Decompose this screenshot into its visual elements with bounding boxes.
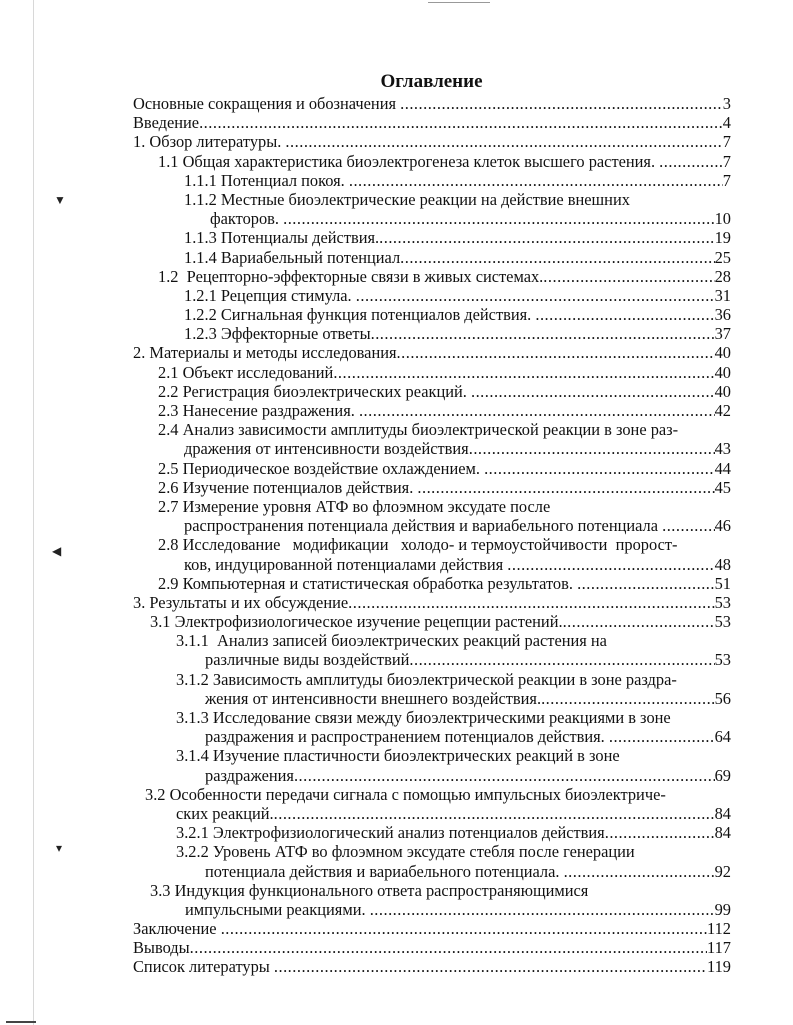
toc-entry-line xyxy=(133,535,731,554)
dot-leader xyxy=(605,823,715,842)
dot-leader xyxy=(541,689,715,708)
toc-entry-title: 1.1.1 Потенциал покоя. xyxy=(184,170,349,190)
toc-entry-line xyxy=(133,823,731,842)
toc-entry-title: 1.2.3 Эффекторные ответы xyxy=(184,324,371,344)
dot-leader xyxy=(199,113,723,132)
toc-entry-title: 3.2 Особенности передачи сигнала с помощью импульсных биоэлектриче- xyxy=(145,784,666,804)
toc-page-number: 53 xyxy=(714,612,731,632)
toc-entry-title: раздражения xyxy=(205,765,294,785)
toc-page-number: 51 xyxy=(714,573,731,593)
toc-entry-line xyxy=(133,324,731,343)
toc-entry-title: Список литературы xyxy=(133,957,274,977)
toc-entry[interactable] xyxy=(133,382,731,401)
toc-entry-line xyxy=(133,382,731,401)
toc-entry[interactable] xyxy=(133,535,731,573)
dot-leader xyxy=(417,478,714,497)
toc-entry-line xyxy=(133,305,731,324)
toc-entry-line xyxy=(133,612,731,631)
toc-entry-line xyxy=(133,152,731,171)
dot-leader xyxy=(221,919,707,938)
toc-entry[interactable] xyxy=(133,574,731,593)
toc-entry-line xyxy=(133,459,731,478)
toc-page-number: 92 xyxy=(714,861,731,881)
toc-entry-title: Введение xyxy=(133,113,200,133)
toc-entry[interactable] xyxy=(133,919,731,938)
toc-entry-line xyxy=(133,209,731,228)
dot-leader xyxy=(469,439,715,458)
toc-page-number: 99 xyxy=(714,899,731,919)
scan-bottom-line xyxy=(6,1021,36,1023)
toc-entry-line xyxy=(133,881,731,900)
toc-entry-line xyxy=(133,555,731,574)
toc-page-number: 53 xyxy=(714,592,731,612)
toc-entry[interactable] xyxy=(133,286,731,305)
dot-leader xyxy=(397,343,715,362)
toc-entry-title: 2.7 Измерение уровня АТФ во флоэмном эксудате после xyxy=(158,496,551,516)
toc-entry[interactable] xyxy=(133,248,731,267)
toc-entry-title: различные виды воздействий xyxy=(205,650,410,670)
dot-leader xyxy=(283,209,715,228)
dot-leader xyxy=(609,727,715,746)
toc-entry[interactable] xyxy=(133,171,731,190)
toc-entry-line xyxy=(133,708,731,727)
toc-entry-line xyxy=(133,631,731,650)
page-title: Оглавление xyxy=(380,71,483,92)
toc-entry-line xyxy=(133,248,731,267)
toc-entry-line xyxy=(133,957,731,976)
toc-entry[interactable] xyxy=(133,823,731,842)
toc-page-number: 7 xyxy=(722,151,731,171)
toc-entry[interactable] xyxy=(133,708,731,746)
toc-entry[interactable] xyxy=(133,228,731,247)
toc-page-number: 3 xyxy=(722,94,731,113)
toc-entry-title: 2.2 Регистрация биоэлектрических реакций. xyxy=(158,381,471,401)
toc-page-number: 46 xyxy=(714,516,731,536)
toc-entry[interactable] xyxy=(133,881,731,919)
toc-entry-line xyxy=(133,938,731,957)
toc-entry-title: ков, индуцированной потенциалами действия xyxy=(184,554,508,574)
toc-entry-line xyxy=(133,727,731,746)
toc-entry-line xyxy=(133,785,731,804)
scan-arrow-mark: ▾ xyxy=(56,841,63,855)
dot-leader xyxy=(564,862,715,881)
toc-entry-title: жения от интенсивности внешнего воздействия. xyxy=(205,688,542,708)
toc-entry[interactable] xyxy=(133,497,731,535)
toc-entry-title: 2.3 Нанесение раздражения. xyxy=(158,401,359,420)
toc-entry-line xyxy=(133,228,731,247)
toc-entry-line xyxy=(133,94,731,113)
dot-leader xyxy=(659,152,723,171)
toc-page-number: 53 xyxy=(714,650,731,670)
toc-page-number: 45 xyxy=(714,477,731,497)
toc-page-number: 117 xyxy=(707,938,731,958)
toc-page-number: 84 xyxy=(714,803,731,823)
toc-entry-title: 3. Результаты и их обсуждение xyxy=(133,592,349,612)
toc-entry-line xyxy=(133,478,731,497)
dot-leader xyxy=(400,94,723,113)
dot-leader xyxy=(577,574,715,593)
toc-page-number: 42 xyxy=(714,401,731,420)
toc-entry-title: распространения потенциала действия и вариабельного потенциала xyxy=(184,516,663,536)
toc-entry-title: раздражения и распространением потенциалов действия. xyxy=(205,727,609,747)
dot-leader xyxy=(294,766,715,785)
dot-leader xyxy=(471,382,715,401)
dot-leader xyxy=(349,171,723,190)
toc-entry-title: Заключение xyxy=(133,919,221,939)
toc-entry-title: Выводы xyxy=(133,938,190,958)
toc-entry[interactable] xyxy=(133,267,731,286)
toc-entry-title: 3.2.2 Уровень АТФ во флоэмном эксудате стебля после генерации xyxy=(176,842,635,862)
dot-leader xyxy=(190,938,707,957)
toc-entry-line xyxy=(133,401,731,420)
toc-page-number: 43 xyxy=(714,439,731,459)
toc-page-number: 28 xyxy=(714,266,731,286)
toc-page-number: 7 xyxy=(722,132,731,152)
toc-page-number: 119 xyxy=(707,957,731,977)
dot-leader xyxy=(285,132,722,151)
toc-page-number: 69 xyxy=(714,765,731,785)
toc-entry-line xyxy=(133,650,731,669)
toc-entry-title: 2.5 Периодическое воздействие охлаждением. xyxy=(158,458,485,478)
toc-entry-title: 1.1.3 Потенциалы действия. xyxy=(184,228,380,248)
toc-entry-line xyxy=(133,267,731,286)
dot-leader xyxy=(379,228,714,247)
toc-page-number: 64 xyxy=(714,727,731,747)
toc-entry-line xyxy=(133,171,731,190)
dot-leader xyxy=(662,516,715,535)
toc-page-number: 7 xyxy=(722,170,731,190)
toc-entry-title: 2.9 Компьютерная и статистическая обработка результатов. xyxy=(158,573,578,593)
toc-page-number: 31 xyxy=(714,285,731,305)
toc-entry-title: 2.6 Изучение потенциалов действия. xyxy=(158,477,418,497)
toc-entry-line xyxy=(133,516,731,535)
toc-entry[interactable] xyxy=(133,938,731,957)
dot-leader xyxy=(371,324,715,343)
dot-leader xyxy=(356,286,715,305)
toc-entry-title: 1.2.2 Сигнальная функция потенциалов действия. xyxy=(184,305,536,325)
toc-entry-title: 3.1.2 Зависимость амплитуды биоэлектрической реакции в зоне раздра- xyxy=(176,669,677,689)
toc-entry[interactable] xyxy=(133,343,731,362)
toc-entry-line xyxy=(133,343,731,362)
toc-entry[interactable] xyxy=(133,420,731,458)
toc-entry-line xyxy=(133,132,731,151)
toc-entry[interactable] xyxy=(133,746,731,784)
dot-leader xyxy=(333,363,714,382)
toc-entry[interactable] xyxy=(133,132,731,151)
dot-leader xyxy=(370,900,715,919)
toc-entry-line xyxy=(133,689,731,708)
toc-entry-title: 1.1.4 Вариабельный потенциал xyxy=(184,247,401,267)
toc-entry-title: 3.1 Электрофизиологическое изучение рецепции растений. xyxy=(150,612,563,632)
toc-entry-title: 1. Обзор литературы. xyxy=(133,132,286,152)
toc-page-number: 44 xyxy=(714,458,731,478)
toc-page-number: 40 xyxy=(714,343,731,363)
dot-leader xyxy=(543,267,714,286)
dot-leader xyxy=(348,593,714,612)
toc-entry[interactable] xyxy=(133,631,731,669)
toc-page-number: 112 xyxy=(707,919,731,939)
toc-entry-line xyxy=(133,900,731,919)
toc-entry[interactable] xyxy=(133,190,731,228)
toc-entry-title: 2.8 Исследование модификации холодо- и термоустойчивости пророст- xyxy=(158,535,678,555)
dot-leader xyxy=(409,650,714,669)
toc-entry-title: Основные сокращения и обозначения xyxy=(133,94,401,113)
toc-entry-title: факторов. xyxy=(210,209,284,229)
toc-entry-title: 1.1.2 Местные биоэлектрические реакции на действие внешних xyxy=(184,189,630,209)
toc-entry-title: дражения от интенсивности воздействия xyxy=(184,439,469,459)
toc-entry-title: 3.1.3 Исследование связи между биоэлектрическими реакциями в зоне xyxy=(176,708,671,727)
toc-entry[interactable] xyxy=(133,363,731,382)
toc-entry[interactable] xyxy=(133,842,731,880)
toc-entry-line xyxy=(133,190,731,209)
toc-entry-title: импульсными реакциями. xyxy=(185,899,370,919)
toc-entry-title: ских реакций. xyxy=(176,803,274,823)
toc-entry[interactable] xyxy=(133,113,731,132)
toc-entry-line xyxy=(133,804,731,823)
toc-entry[interactable] xyxy=(133,593,731,612)
toc-entry-line xyxy=(133,363,731,382)
toc-entry-title: 1.2.1 Рецепция стимула. xyxy=(184,285,356,305)
toc-page-number: 37 xyxy=(714,324,731,344)
toc-entry[interactable] xyxy=(133,401,731,420)
toc-page-number: 19 xyxy=(714,228,731,248)
scan-arrow-mark: ◀ xyxy=(52,544,62,558)
toc-entry-line xyxy=(133,746,731,765)
toc-entry[interactable] xyxy=(133,324,731,343)
dot-leader xyxy=(400,248,714,267)
toc-page-number: 25 xyxy=(714,247,731,267)
toc-entry-title: потенциала действия и вариабельного потенциала. xyxy=(205,861,564,881)
toc-entry-title: 1.1 Общая характеристика биоэлектрогенеза клеток высшего растения. xyxy=(158,151,660,171)
toc-page-number: 48 xyxy=(714,554,731,574)
toc-entry[interactable] xyxy=(133,305,731,324)
toc-entry-line xyxy=(133,593,731,612)
dot-leader xyxy=(274,957,707,976)
toc-entry[interactable] xyxy=(133,152,731,171)
toc-entry[interactable] xyxy=(133,94,731,113)
toc-entry[interactable] xyxy=(133,478,731,497)
toc-entry-line xyxy=(133,420,731,439)
toc-entry[interactable] xyxy=(133,785,731,823)
scan-top-line xyxy=(428,2,490,3)
toc-entry-line xyxy=(133,574,731,593)
dot-leader xyxy=(274,804,715,823)
toc-entry-line xyxy=(133,113,731,132)
dot-leader xyxy=(359,401,715,420)
toc-entry-title: 2.1 Объект исследований xyxy=(158,362,334,382)
toc-page-number: 56 xyxy=(714,688,731,708)
toc-page-number: 84 xyxy=(714,823,731,843)
toc-entry-line xyxy=(133,497,731,516)
toc-page-number: 40 xyxy=(714,381,731,401)
toc-entry-line xyxy=(133,919,731,938)
dot-leader xyxy=(484,459,715,478)
dot-leader xyxy=(563,612,715,631)
toc-entry-title: 3.2.1 Электрофизиологический анализ потенциалов действия xyxy=(176,823,605,843)
toc-entry-line xyxy=(133,670,731,689)
toc-entry[interactable] xyxy=(133,957,731,976)
scan-edge-line xyxy=(33,0,34,1025)
toc-entry-line xyxy=(133,286,731,305)
toc-entry-title: 1.2 Рецепторно-эффекторные связи в живых системах. xyxy=(158,266,544,286)
toc-entry[interactable] xyxy=(133,670,731,708)
scan-arrow-mark: ▼ xyxy=(54,193,66,207)
toc-page-number: 10 xyxy=(714,209,731,229)
toc-page-number: 4 xyxy=(722,113,731,133)
toc-entry-line xyxy=(133,766,731,785)
toc-entry-line xyxy=(133,439,731,458)
toc-page-number: 40 xyxy=(714,362,731,382)
toc-entry[interactable] xyxy=(133,612,731,631)
dot-leader xyxy=(535,305,714,324)
toc-page-number: 36 xyxy=(714,305,731,325)
toc-entry[interactable] xyxy=(133,459,731,478)
toc-entry-title: 3.1.4 Изучение пластичности биоэлектрических реакций в зоне xyxy=(176,746,620,766)
toc-entry-title: 2. Материалы и методы исследования xyxy=(133,343,397,363)
toc-entry-title: 2.4 Анализ зависимости амплитуды биоэлектрической реакции в зоне раз- xyxy=(158,420,679,440)
toc-entry-title: 3.1.1 Анализ записей биоэлектрических реакций растения на xyxy=(176,631,607,651)
table-of-contents xyxy=(133,94,731,977)
dot-leader xyxy=(507,555,714,574)
toc-entry-line xyxy=(133,862,731,881)
toc-entry-line xyxy=(133,842,731,861)
toc-entry-title: 3.3 Индукция функционального ответа распространяющимися xyxy=(150,880,589,900)
